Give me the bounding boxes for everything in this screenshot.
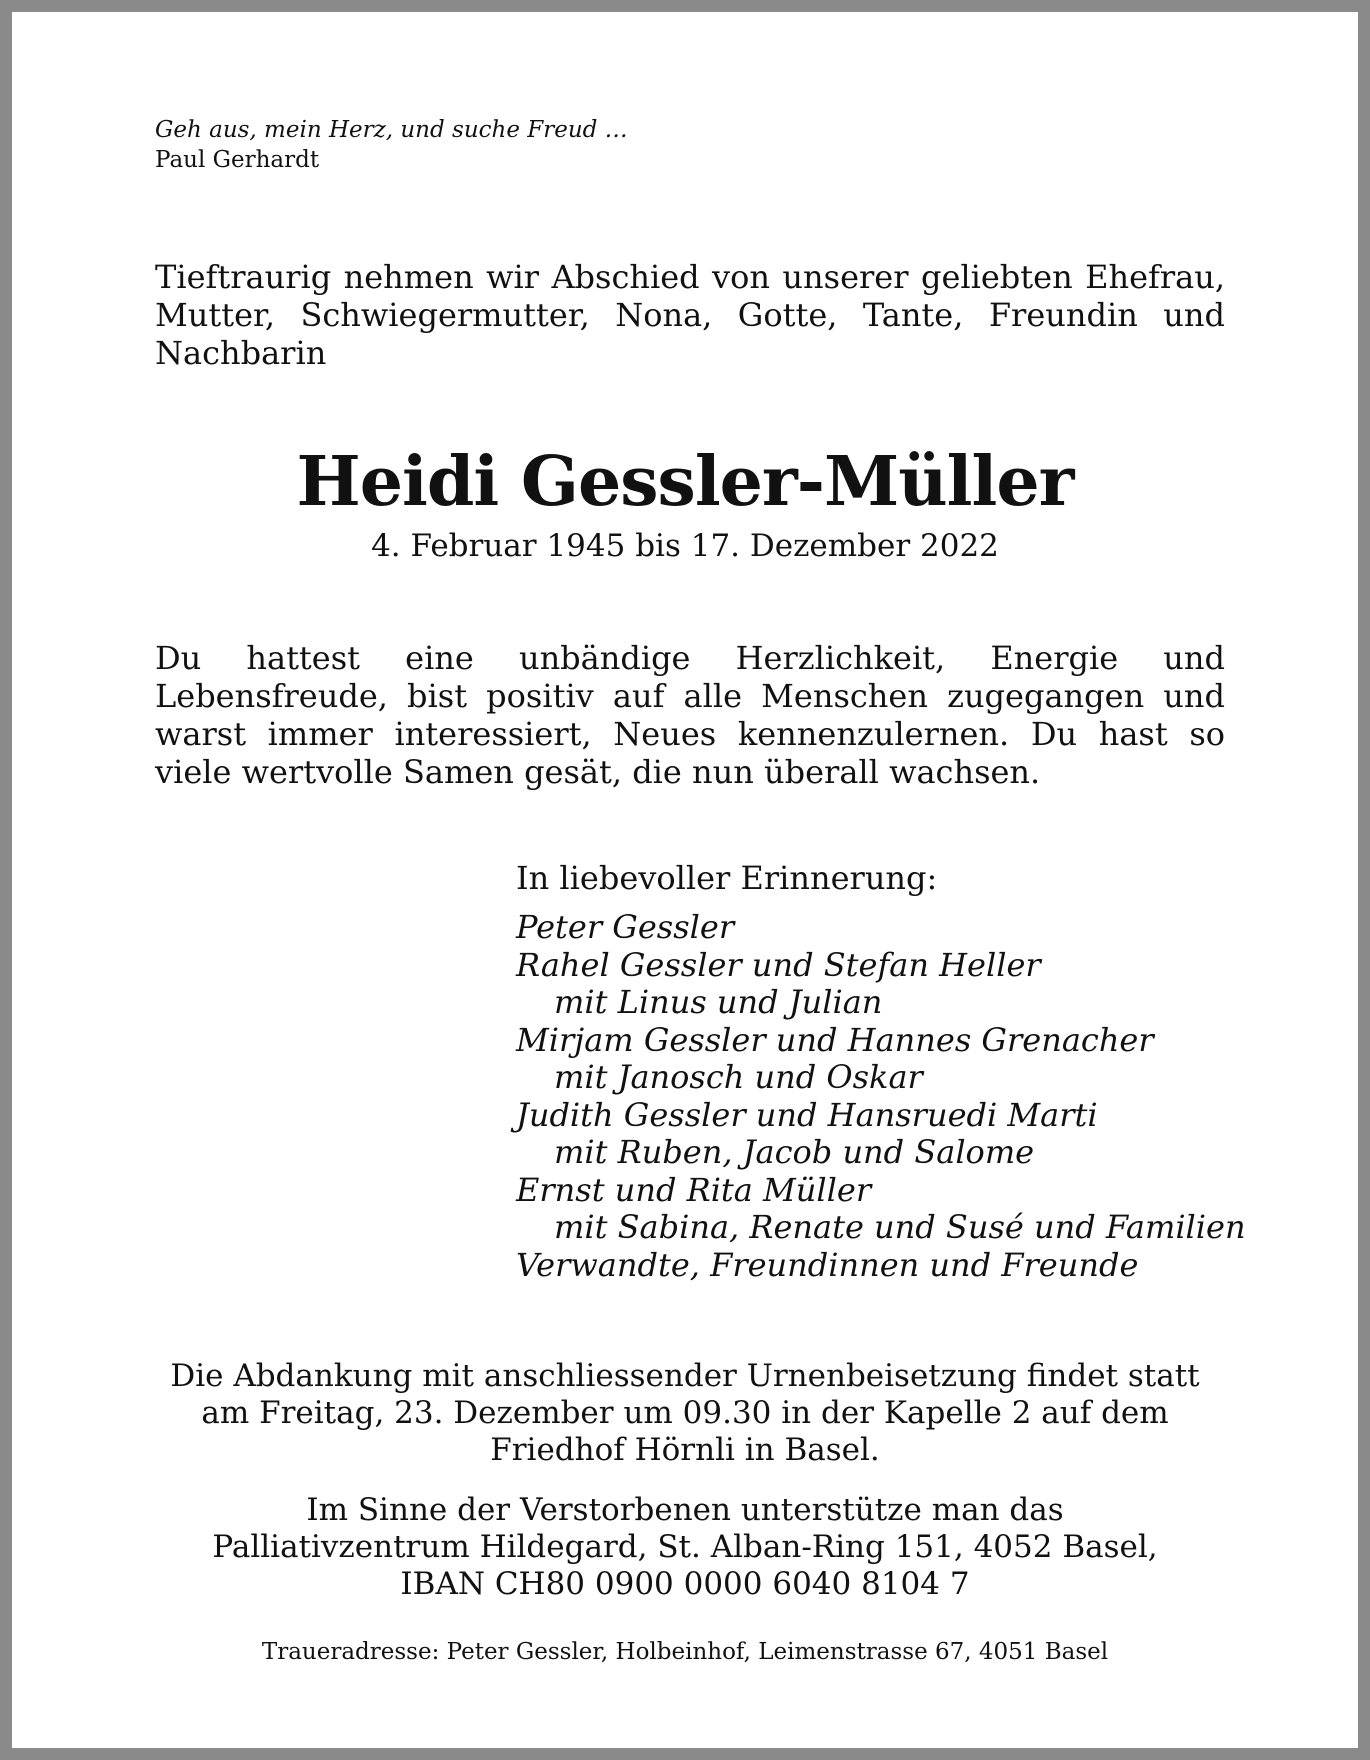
mourner-line: Judith Gessler und Hansruedi Marti <box>516 1095 1098 1134</box>
ceremony-notice <box>12 1358 1358 1469</box>
obituary-page <box>12 12 1358 1748</box>
mourners-list <box>516 909 1246 1284</box>
mourner-line: mit Ruben, Jacob und Salome <box>554 1133 1035 1171</box>
intro-text: Tieftraurig nehmen wir Abschied von unserer geliebten Ehefrau, Mutter, Schwiegermutter, Nona, Gotte, Tante, Freundin und Nachbarin <box>155 258 1225 372</box>
memory-heading: In liebevoller Erinnerung: <box>516 859 938 897</box>
life-dates: 4. Februar 1945 bis 17. Dezember 2022 <box>371 528 999 564</box>
tribute-text: Du hattest eine unbändige Herzlichkeit, Energie und Lebensfreude, bist positiv auf alle Menschen zugegangen und warst immer interessiert, Neues kennenzulernen. Du hast so viele wertvolle Samen gesät, die nun überall wachsen. <box>155 639 1225 791</box>
mourner-line: Ernst und Rita Müller <box>516 1170 872 1209</box>
mourner-line: Verwandte, Freundinnen und Freunde <box>516 1245 1139 1284</box>
mourner-line: Peter Gessler <box>516 908 735 946</box>
mourner-line: Mirjam Gessler und Hannes Grenacher <box>516 1020 1154 1059</box>
mourner-line: mit Sabina, Renate und Susé und Familien <box>554 1208 1246 1246</box>
ceremony-line: Die Abdankung mit anschliessender Urnenbeisetzung findet statt <box>170 1358 1200 1394</box>
motto-quote: Geh aus, mein Herz, und suche Freud … <box>155 117 628 143</box>
mourning-address: Traueradresse: Peter Gessler, Holbeinhof, Leimenstrasse 67, 4051 Basel <box>261 1639 1109 1665</box>
donation-line: IBAN CH80 0900 0000 6040 8104 7 <box>400 1566 970 1602</box>
donation-line: Palliativzentrum Hildegard, St. Alban-Ring 151, 4052 Basel, <box>212 1529 1158 1565</box>
donation-notice <box>12 1492 1358 1603</box>
motto-author: Paul Gerhardt <box>155 147 320 173</box>
mourner-line: Rahel Gessler und Stefan Heller <box>516 945 1041 984</box>
mourner-line: mit Janosch und Oskar <box>554 1058 923 1096</box>
donation-line: Im Sinne der Verstorbenen unterstütze man das <box>306 1492 1064 1528</box>
motto <box>155 115 628 175</box>
mourner-line: mit Linus und Julian <box>554 983 883 1021</box>
ceremony-line: am Freitag, 23. Dezember um 09.30 in der Kapelle 2 auf dem <box>201 1395 1169 1431</box>
deceased-name: Heidi Gessler-Müller <box>296 442 1074 522</box>
ceremony-line: Friedhof Hörnli in Basel. <box>490 1432 880 1468</box>
